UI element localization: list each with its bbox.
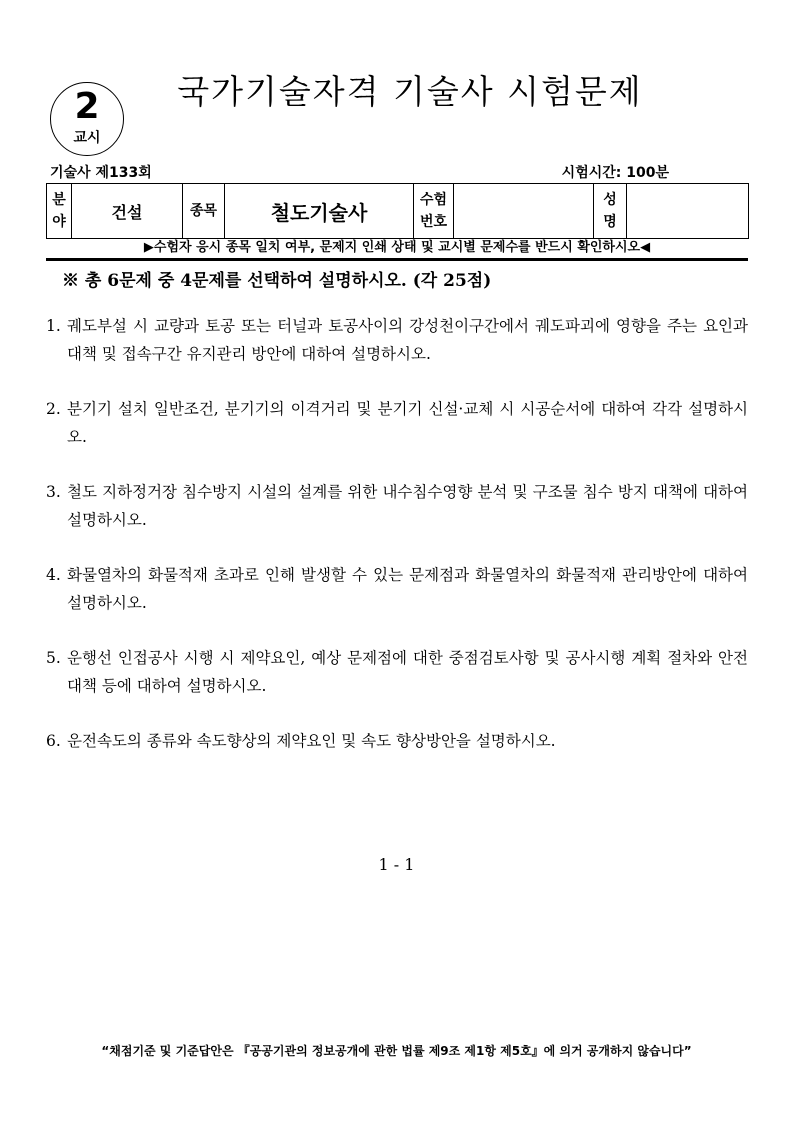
question-text: 운행선 인접공사 시행 시 제약요인, 예상 문제점에 대한 중점검토사항 및 공사시행 계획 절차와 안전대책 등에 대하여 설명하시오. [67, 649, 748, 695]
field-label-top: 분 [52, 192, 66, 208]
question-number: 3. [46, 483, 61, 501]
exam-number-label-top: 수험 [419, 192, 448, 208]
question-text: 궤도부설 시 교량과 토공 또는 터널과 토공사이의 강성천이구간에서 궤도파괴에 영향을 주는 요인과 대책 및 접속구간 유지관리 방안에 대하여 설명하시오. [67, 317, 748, 363]
session-number: 2 [74, 86, 100, 127]
notice-divider [46, 258, 748, 261]
category-value: 철도기술사 [225, 184, 414, 239]
page-number: 1 - 1 [378, 855, 415, 874]
question-number: 5. [46, 649, 61, 667]
question-5 [46, 644, 748, 700]
name-label-bottom: 명 [603, 214, 617, 230]
exam-time: 시험시간: 100분 [561, 165, 669, 181]
question-1 [46, 312, 748, 368]
exam-number-label-bottom: 번호 [419, 214, 448, 230]
exam-info-table [46, 183, 749, 239]
question-6 [46, 727, 748, 755]
exam-number-label-cell [414, 184, 454, 239]
question-text: 분기기 설치 일반조건, 분기기의 이격거리 및 분기기 신설·교체 시 시공순서에 대하여 각각 설명하시오. [67, 400, 748, 446]
question-text: 철도 지하정거장 침수방지 시설의 설계를 위한 내수침수영향 분석 및 구조물 침수 방지 대책에 대하여 설명하시오. [67, 483, 748, 529]
footer-disclaimer: “채점기준 및 기준답안은 『공공기관의 정보공개에 관한 법률 제9조 제1항 제5호』에 의거 공개하지 않습니다” [101, 1044, 692, 1058]
category-label: 종목 [183, 184, 225, 239]
session-label: 교시 [73, 130, 101, 146]
name-label-top: 성 [603, 192, 617, 208]
exam-number-field[interactable] [454, 184, 594, 239]
session-badge [50, 82, 124, 156]
instruction: ※ 총 6문제 중 4문제를 선택하여 설명하시오. (각 25점) [62, 271, 492, 291]
field-label-cell [47, 184, 72, 239]
question-list [46, 312, 748, 782]
name-label-cell [594, 184, 627, 239]
question-text: 운전속도의 종류와 속도향상의 제약요인 및 속도 향상방안을 설명하시오. [67, 732, 556, 750]
question-number: 2. [46, 400, 61, 418]
question-3 [46, 478, 748, 534]
question-4 [46, 561, 748, 617]
question-number: 6. [46, 732, 61, 750]
question-number: 1. [46, 317, 61, 335]
question-text: 화물열차의 화물적재 초과로 인해 발생할 수 있는 문제점과 화물열차의 화물적재 관리방안에 대하여 설명하시오. [67, 566, 748, 612]
exam-round: 기술사 제133회 [50, 165, 152, 181]
exam-notice: ▶수험자 응시 종목 일치 여부, 문제지 인쇄 상태 및 교시별 문제수를 반드시 확인하시오◀ [143, 240, 651, 255]
question-2 [46, 395, 748, 451]
question-number: 4. [46, 566, 61, 584]
field-label-bottom: 야 [52, 214, 66, 230]
name-field[interactable] [627, 184, 749, 239]
field-value: 건설 [72, 184, 183, 239]
page-title: 국가기술자격 기술사 시험문제 [177, 72, 643, 111]
